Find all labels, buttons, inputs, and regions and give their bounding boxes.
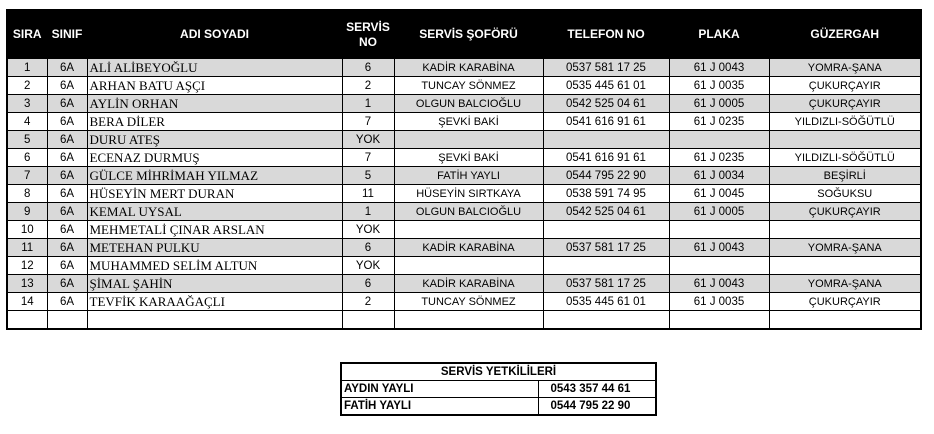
student-name: ŞİMAL ŞAHİN <box>87 275 342 293</box>
route-cell: ÇUKURÇAYIR <box>769 203 921 221</box>
phone-cell: 0542 525 04 61 <box>543 203 669 221</box>
header-phone: TELEFON NO <box>543 10 669 59</box>
header-servis-no <box>342 10 394 59</box>
driver-name: HÜSEYİN SIRTKAYA <box>394 185 543 203</box>
route-cell: YOMRA-ŞANA <box>769 275 921 293</box>
driver-name: TUNCAY SÖNMEZ <box>394 77 543 95</box>
table-row <box>7 221 921 239</box>
route-cell: ÇUKURÇAYIR <box>769 77 921 95</box>
header-row <box>7 10 921 59</box>
sira-cell: 6 <box>7 149 47 167</box>
header-servis-line1: SERVİS <box>346 19 390 34</box>
driver-name <box>394 257 543 275</box>
student-service-table <box>6 9 922 330</box>
sinif-cell: 6A <box>47 131 87 149</box>
table-row <box>7 149 921 167</box>
sira-cell: 9 <box>7 203 47 221</box>
sira-cell: 12 <box>7 257 47 275</box>
empty-cell <box>769 311 921 330</box>
phone-cell: 0535 445 61 01 <box>543 293 669 311</box>
sinif-cell: 6A <box>47 221 87 239</box>
empty-row <box>7 311 921 330</box>
driver-name: ŞEVKİ BAKİ <box>394 149 543 167</box>
driver-name: OLGUN BALCIOĞLU <box>394 203 543 221</box>
servis-no-cell: 1 <box>342 203 394 221</box>
driver-name: ŞEVKİ BAKİ <box>394 113 543 131</box>
sira-cell: 13 <box>7 275 47 293</box>
student-name: HÜSEYİN MERT DURAN <box>87 185 342 203</box>
empty-cell <box>87 311 342 330</box>
student-name: MUHAMMED SELİM ALTUN <box>87 257 342 275</box>
sinif-cell: 6A <box>47 59 87 77</box>
route-cell <box>769 131 921 149</box>
sinif-cell: 6A <box>47 113 87 131</box>
servis-no-cell: YOK <box>342 257 394 275</box>
phone-cell: 0537 581 17 25 <box>543 59 669 77</box>
header-sira: SIRA <box>7 10 47 59</box>
contact-row <box>341 381 656 398</box>
student-name: KEMAL UYSAL <box>87 203 342 221</box>
servis-no-cell: 2 <box>342 77 394 95</box>
phone-cell <box>543 131 669 149</box>
table-row <box>7 113 921 131</box>
empty-cell <box>7 311 47 330</box>
servis-no-cell: 7 <box>342 113 394 131</box>
sira-cell: 1 <box>7 59 47 77</box>
student-name: GÜLCE MİHRİMAH YILMAZ <box>87 167 342 185</box>
plate-cell: 61 J 0235 <box>669 113 769 131</box>
phone-cell: 0537 581 17 25 <box>543 239 669 257</box>
servis-no-cell: 7 <box>342 149 394 167</box>
route-cell: ÇUKURÇAYIR <box>769 95 921 113</box>
plate-cell: 61 J 0035 <box>669 77 769 95</box>
sira-cell: 3 <box>7 95 47 113</box>
sinif-cell: 6A <box>47 149 87 167</box>
sira-cell: 11 <box>7 239 47 257</box>
table-row <box>7 275 921 293</box>
phone-cell: 0537 581 17 25 <box>543 275 669 293</box>
phone-cell <box>543 257 669 275</box>
sinif-cell: 6A <box>47 203 87 221</box>
driver-name: KADİR KARABİNA <box>394 275 543 293</box>
student-name: AYLİN ORHAN <box>87 95 342 113</box>
header-route: GÜZERGAH <box>769 10 921 59</box>
sira-cell: 7 <box>7 167 47 185</box>
empty-cell <box>669 311 769 330</box>
header-driver: SERVİS ŞOFÖRÜ <box>394 10 543 59</box>
phone-cell: 0544 795 22 90 <box>543 167 669 185</box>
driver-name <box>394 221 543 239</box>
servis-no-cell: 2 <box>342 293 394 311</box>
sinif-cell: 6A <box>47 95 87 113</box>
student-name: ARHAN BATU AŞÇI <box>87 77 342 95</box>
sinif-cell: 6A <box>47 293 87 311</box>
sinif-cell: 6A <box>47 167 87 185</box>
plate-cell: 61 J 0045 <box>669 185 769 203</box>
sinif-cell: 6A <box>47 77 87 95</box>
plate-cell: 61 J 0043 <box>669 275 769 293</box>
phone-cell: 0538 591 74 95 <box>543 185 669 203</box>
header-name: ADI SOYADI <box>87 10 342 59</box>
table-row <box>7 185 921 203</box>
servis-no-cell: 1 <box>342 95 394 113</box>
driver-name: TUNCAY SÖNMEZ <box>394 293 543 311</box>
plate-cell: 61 J 0043 <box>669 59 769 77</box>
student-name: ALİ ALİBEYOĞLU <box>87 59 342 77</box>
header-sinif: SINIF <box>47 10 87 59</box>
empty-cell <box>342 311 394 330</box>
student-name: ECENAZ DURMUŞ <box>87 149 342 167</box>
contact-name: FATİH YAYLI <box>341 398 538 416</box>
servis-no-cell: YOK <box>342 131 394 149</box>
servis-no-cell: 6 <box>342 275 394 293</box>
phone-cell: 0535 445 61 01 <box>543 77 669 95</box>
sira-cell: 5 <box>7 131 47 149</box>
sinif-cell: 6A <box>47 275 87 293</box>
contact-name: AYDIN YAYLI <box>341 381 538 398</box>
route-cell: YILDIZLI-SÖĞÜTLÜ <box>769 113 921 131</box>
sira-cell: 14 <box>7 293 47 311</box>
student-name: TEVFİK KARAAĞAÇLI <box>87 293 342 311</box>
table-row <box>7 95 921 113</box>
empty-cell <box>47 311 87 330</box>
table-row <box>7 77 921 95</box>
route-cell: YOMRA-ŞANA <box>769 59 921 77</box>
sinif-cell: 6A <box>47 257 87 275</box>
driver-name: KADİR KARABİNA <box>394 239 543 257</box>
phone-cell: 0541 616 91 61 <box>543 113 669 131</box>
student-name: BERA DİLER <box>87 113 342 131</box>
servis-no-cell: 5 <box>342 167 394 185</box>
table-row <box>7 131 921 149</box>
route-cell: YOMRA-ŞANA <box>769 239 921 257</box>
servis-no-cell: YOK <box>342 221 394 239</box>
plate-cell: 61 J 0034 <box>669 167 769 185</box>
student-name: METEHAN PULKU <box>87 239 342 257</box>
plate-cell <box>669 257 769 275</box>
phone-cell <box>543 221 669 239</box>
contacts-title: SERVİS YETKİLİLERİ <box>341 363 656 381</box>
sira-cell: 2 <box>7 77 47 95</box>
contact-phone: 0543 357 44 61 <box>538 381 656 398</box>
table-row <box>7 257 921 275</box>
sinif-cell: 6A <box>47 239 87 257</box>
plate-cell: 61 J 0035 <box>669 293 769 311</box>
driver-name: FATİH YAYLI <box>394 167 543 185</box>
student-name: MEHMETALİ ÇINAR ARSLAN <box>87 221 342 239</box>
contacts-header-row <box>341 363 656 381</box>
servis-no-cell: 11 <box>342 185 394 203</box>
table-row <box>7 203 921 221</box>
route-cell: YILDIZLI-SÖĞÜTLÜ <box>769 149 921 167</box>
student-name: DURU ATEŞ <box>87 131 342 149</box>
contact-phone: 0544 795 22 90 <box>538 398 656 416</box>
route-cell: BEŞİRLİ <box>769 167 921 185</box>
plate-cell: 61 J 0005 <box>669 203 769 221</box>
phone-cell: 0542 525 04 61 <box>543 95 669 113</box>
plate-cell: 61 J 0235 <box>669 149 769 167</box>
header-servis-line2: NO <box>359 34 377 49</box>
route-cell: SOĞUKSU <box>769 185 921 203</box>
driver-name <box>394 131 543 149</box>
plate-cell: 61 J 0043 <box>669 239 769 257</box>
table-row <box>7 239 921 257</box>
servis-no-cell: 6 <box>342 59 394 77</box>
driver-name: OLGUN BALCIOĞLU <box>394 95 543 113</box>
service-contacts-table <box>340 362 657 416</box>
servis-no-cell: 6 <box>342 239 394 257</box>
table-row <box>7 59 921 77</box>
plate-cell <box>669 221 769 239</box>
table-row <box>7 167 921 185</box>
phone-cell: 0541 616 91 61 <box>543 149 669 167</box>
sira-cell: 10 <box>7 221 47 239</box>
table-row <box>7 293 921 311</box>
empty-cell <box>543 311 669 330</box>
route-cell <box>769 257 921 275</box>
route-cell: ÇUKURÇAYIR <box>769 293 921 311</box>
contact-row <box>341 398 656 416</box>
route-cell <box>769 221 921 239</box>
sinif-cell: 6A <box>47 185 87 203</box>
empty-cell <box>394 311 543 330</box>
driver-name: KADİR KARABİNA <box>394 59 543 77</box>
plate-cell <box>669 131 769 149</box>
sira-cell: 8 <box>7 185 47 203</box>
plate-cell: 61 J 0005 <box>669 95 769 113</box>
header-plate: PLAKA <box>669 10 769 59</box>
sira-cell: 4 <box>7 113 47 131</box>
